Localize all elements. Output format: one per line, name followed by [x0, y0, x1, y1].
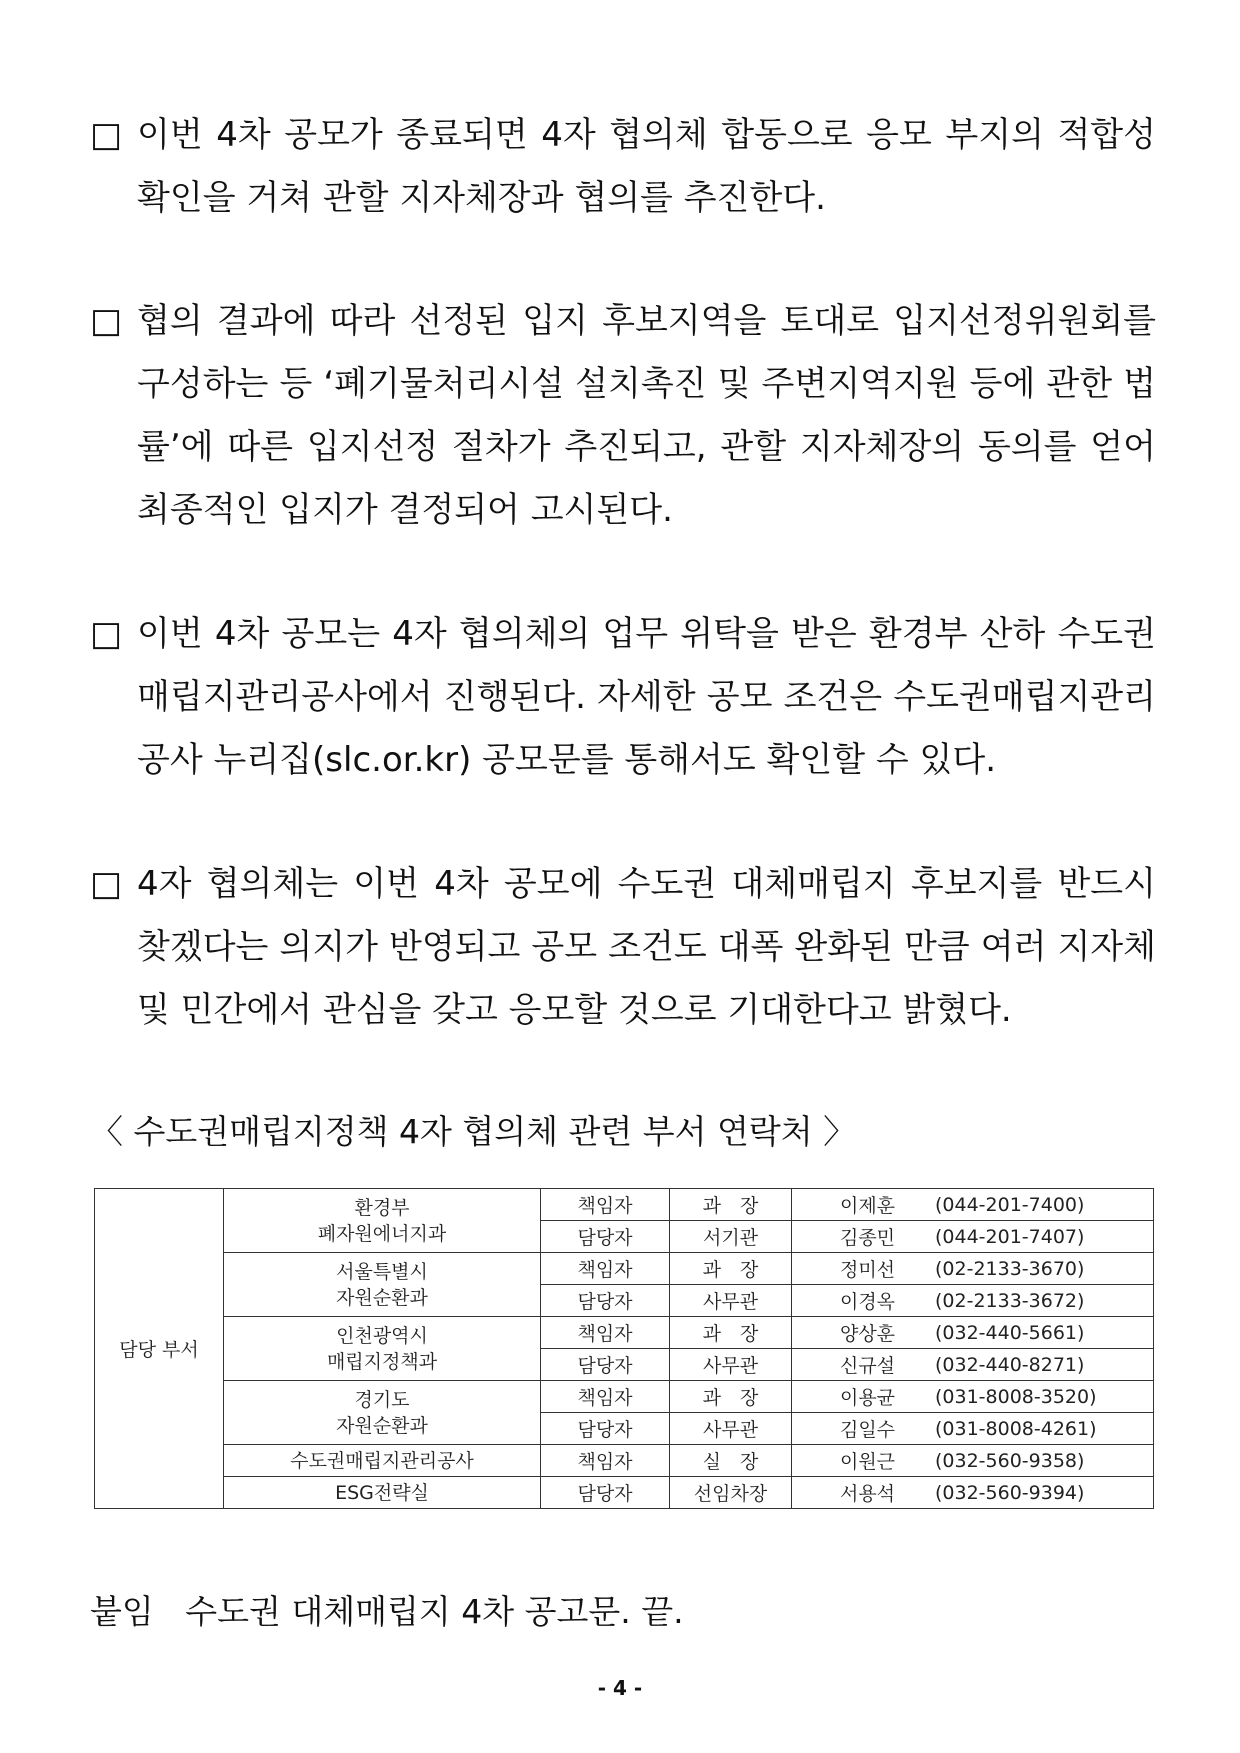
name-cell: 이원근 — [792, 1445, 914, 1477]
position-cell: 과 장 — [670, 1189, 792, 1221]
position-cell: 과 장 — [670, 1317, 792, 1349]
table-row — [95, 1477, 1154, 1509]
org-cell: 수도권매립지관리공사 — [224, 1445, 541, 1477]
checkbox-bullet-icon: □ — [90, 115, 123, 155]
position-cell: 과 장 — [670, 1253, 792, 1285]
checkbox-bullet-icon: □ — [90, 864, 123, 904]
position-cell: 사무관 — [670, 1285, 792, 1317]
role-cell: 책임자 — [541, 1189, 670, 1221]
phone-cell: (02-2133-3670) — [913, 1253, 1154, 1285]
name-cell: 신규설 — [792, 1349, 914, 1381]
role-cell: 담당자 — [541, 1413, 670, 1445]
position-cell: 서기관 — [670, 1221, 792, 1253]
role-cell: 담당자 — [541, 1349, 670, 1381]
role-cell: 책임자 — [541, 1253, 670, 1285]
paragraph-line: 구성하는 등 ‘폐기물처리시설 설치촉진 및 주변지역지원 등에 관한 법 — [137, 364, 1156, 404]
phone-cell: (032-560-9358) — [913, 1445, 1154, 1477]
phone-cell: (044-201-7407) — [913, 1221, 1154, 1253]
table-row — [95, 1381, 1154, 1413]
phone-cell: (031-8008-4261) — [913, 1413, 1154, 1445]
phone-cell: (032-560-9394) — [913, 1477, 1154, 1509]
paragraph-line: 매립지관리공사에서 진행된다. 자세한 공모 조건은 수도권매립지관리 — [137, 677, 1156, 717]
org-cell: ESG전략실 — [224, 1477, 541, 1509]
position-cell: 사무관 — [670, 1413, 792, 1445]
role-cell: 담당자 — [541, 1221, 670, 1253]
paragraph-line: □ 이번 4차 공모는 4자 협의체의 업무 위탁을 받은 환경부 산하 수도권 — [90, 603, 1156, 666]
role-cell: 책임자 — [541, 1317, 670, 1349]
phone-cell: (032-440-5661) — [913, 1317, 1154, 1349]
name-cell: 김종민 — [792, 1221, 914, 1253]
position-cell: 사무관 — [670, 1349, 792, 1381]
contact-table-title: 〈 수도권매립지정책 4자 협의체 관련 부서 연락처 〉 — [90, 1112, 857, 1151]
paragraph-line: □ 이번 4차 공모가 종료되면 4자 협의체 합동으로 응모 부지의 적합성 — [90, 104, 1156, 167]
role-cell: 담당자 — [541, 1477, 670, 1509]
role-cell: 책임자 — [541, 1445, 670, 1477]
name-cell: 이용균 — [792, 1381, 914, 1413]
paragraph-line: □ 협의 결과에 따라 선정된 입지 후보지역을 토대로 입지선정위원회를 — [90, 290, 1156, 353]
org-cell: 경기도 자원순환과 — [224, 1381, 541, 1445]
page-number: - 4 - — [597, 1676, 643, 1700]
paragraph-4 — [90, 853, 1156, 1042]
attachment-note: 붙임 수도권 대체매립지 4차 공고문. 끝. — [90, 1592, 684, 1631]
paragraph-line: 공사 누리집(slc.or.kr) 공모문를 통해서도 확인할 수 있다. — [137, 740, 997, 780]
name-cell: 이경옥 — [792, 1285, 914, 1317]
paragraph-2 — [90, 290, 1156, 542]
table-row — [95, 1445, 1154, 1477]
table-row — [95, 1317, 1154, 1349]
position-cell: 과 장 — [670, 1381, 792, 1413]
paragraph-line: 찾겠다는 의지가 반영되고 공모 조건도 대폭 완화된 만큼 여러 지자체 — [137, 927, 1156, 967]
name-cell: 김일수 — [792, 1413, 914, 1445]
org-cell: 환경부 폐자원에너지과 — [224, 1189, 541, 1253]
paragraph-line: 및 민간에서 관심을 갖고 응모할 것으로 기대한다고 밝혔다. — [137, 990, 1012, 1030]
position-cell: 선임차장 — [670, 1477, 792, 1509]
org-cell: 서울특별시 자원순환과 — [224, 1253, 541, 1317]
phone-cell: (032-440-8271) — [913, 1349, 1154, 1381]
phone-cell: (031-8008-3520) — [913, 1381, 1154, 1413]
name-cell: 정미선 — [792, 1253, 914, 1285]
paragraph-3 — [90, 603, 1156, 792]
paragraph-line: 최종적인 입지가 결정되어 고시된다. — [137, 490, 673, 530]
checkbox-bullet-icon: □ — [90, 301, 123, 341]
name-cell: 양상훈 — [792, 1317, 914, 1349]
role-cell: 책임자 — [541, 1381, 670, 1413]
paragraph-line: 률’에 따른 입지선정 절차가 추진되고, 관할 지자체장의 동의를 얻어 — [137, 427, 1156, 467]
table-row — [95, 1253, 1154, 1285]
paragraph-line: 확인을 거쳐 관할 지자체장과 협의를 추진한다. — [137, 178, 826, 218]
name-cell: 서용석 — [792, 1477, 914, 1509]
phone-cell: (044-201-7400) — [913, 1189, 1154, 1221]
paragraph-line: □ 4자 협의체는 이번 4차 공모에 수도권 대체매립지 후보지를 반드시 — [90, 853, 1156, 916]
checkbox-bullet-icon: □ — [90, 614, 123, 654]
name-cell: 이제훈 — [792, 1189, 914, 1221]
position-cell: 실 장 — [670, 1445, 792, 1477]
paragraph-1 — [90, 104, 1156, 230]
dept-label-cell: 담당 부서 — [95, 1189, 224, 1509]
phone-cell: (02-2133-3672) — [913, 1285, 1154, 1317]
role-cell: 담당자 — [541, 1285, 670, 1317]
table-row — [95, 1189, 1154, 1221]
org-cell: 인천광역시 매립지정책과 — [224, 1317, 541, 1381]
contact-table — [94, 1188, 1154, 1509]
